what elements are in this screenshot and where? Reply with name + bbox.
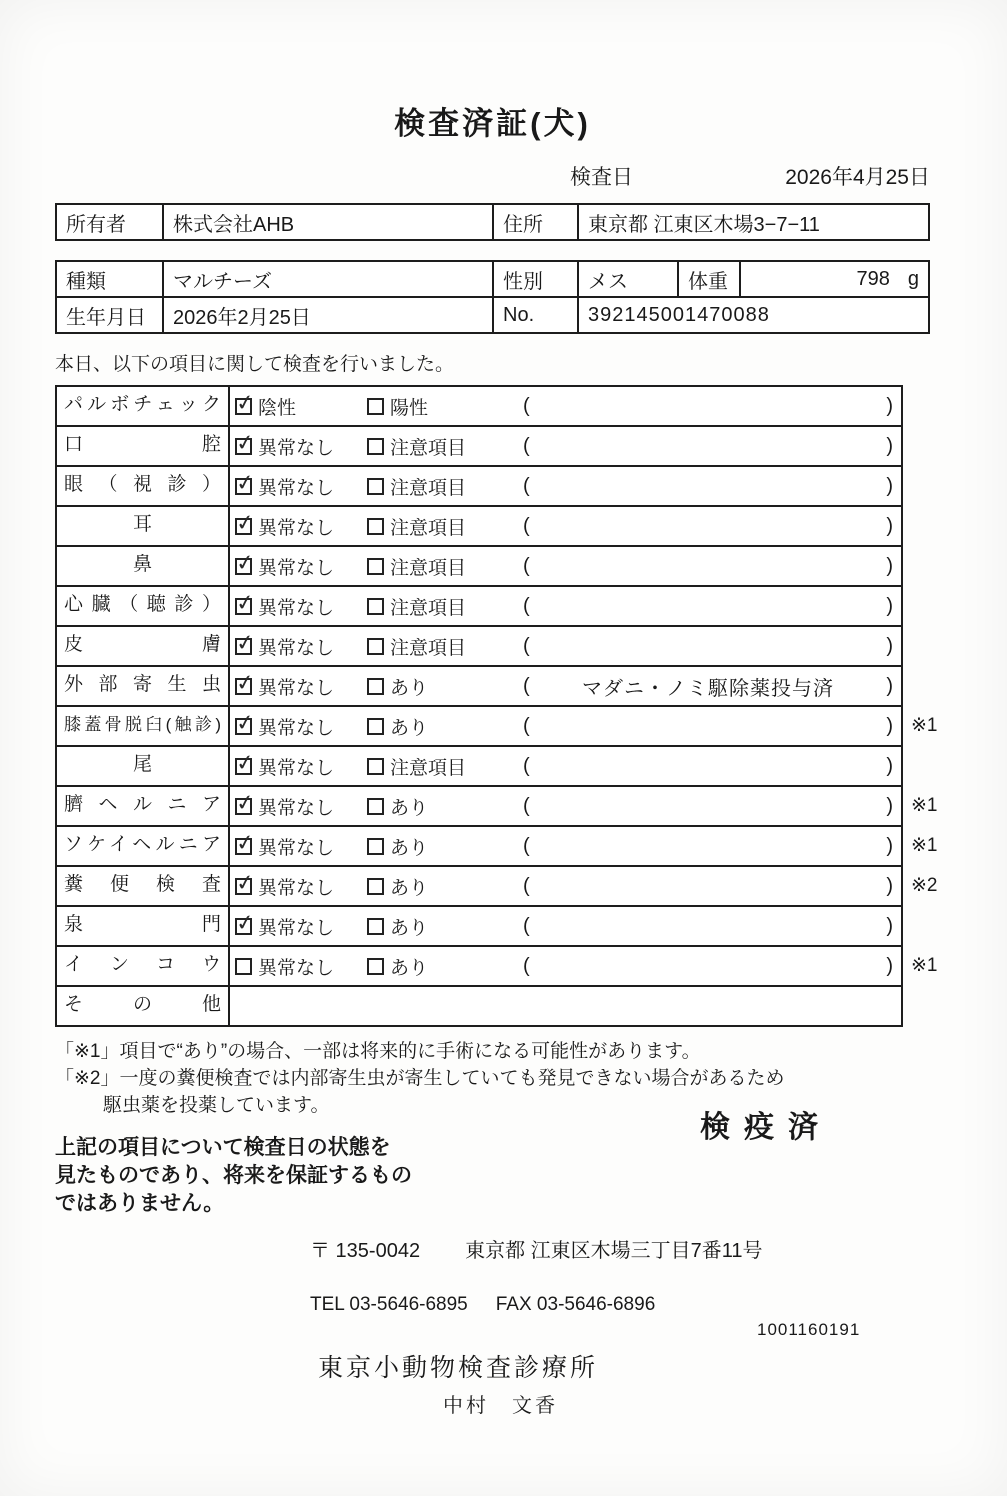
quarantine-stamp: 検疫済 <box>700 1111 832 1144</box>
note-marker: ※1 <box>911 715 938 736</box>
option-present: あり <box>367 713 495 740</box>
check-row-label: 尾 <box>57 747 230 785</box>
checkbox-icon <box>235 558 252 575</box>
clinic-tel-row <box>310 1294 930 1316</box>
address-label: 住所 <box>492 205 577 239</box>
intro-text: 本日、以下の項目に関して検査を行いました。 <box>55 354 455 375</box>
checkbox-icon <box>235 838 252 855</box>
check-row-nose <box>57 545 901 585</box>
checkbox-icon <box>367 718 384 735</box>
sex-label: 性別 <box>492 262 577 296</box>
check-row-label: その他 <box>57 987 230 1025</box>
checkbox-icon <box>367 438 384 455</box>
checkbox-icon <box>235 878 252 895</box>
checkbox-icon <box>367 958 384 975</box>
checkbox-icon <box>235 438 252 455</box>
paren-open: ( <box>523 394 530 417</box>
checkbox-icon <box>235 798 252 815</box>
address-value: 東京都 江東区木場3−7−11 <box>577 205 928 239</box>
paren-close: ) <box>886 394 893 417</box>
option-normal: ✓ 異常なし <box>235 833 367 860</box>
option-normal: ✓ 異常なし <box>235 553 367 580</box>
weight-label: 体重 <box>677 262 739 296</box>
checkbox-icon <box>367 558 384 575</box>
check-row-inkou <box>57 945 938 985</box>
check-row-label: 口腔 <box>57 427 230 465</box>
check-row-label: ソケイヘルニア <box>57 827 230 865</box>
option-normal: ✓ 異常なし <box>235 873 367 900</box>
check-row-label: 泉門 <box>57 907 230 945</box>
option-normal: ✓ 異常なし <box>235 513 367 540</box>
check-row-label: パルボチェック <box>57 387 230 425</box>
inspection-date-row <box>55 161 930 191</box>
check-row-label: 心臓（聴診） <box>57 587 230 625</box>
checkbox-icon <box>235 638 252 655</box>
check-row-tail <box>57 745 901 785</box>
remarks-field: ( ) <box>523 714 893 737</box>
note-marker: ※2 <box>911 875 938 896</box>
owner-table <box>55 203 930 241</box>
disclaimer-line-2: 見たものであり、将来を保証するもの <box>55 1164 412 1187</box>
option-normal: ✓ 異常なし <box>235 673 367 700</box>
check-row-parvo <box>57 387 901 425</box>
option-present: あり <box>367 953 495 980</box>
remarks-field: ( ) <box>523 434 893 457</box>
check-row-ears <box>57 505 901 545</box>
check-row-fecal-exam <box>57 865 938 905</box>
owner-value: 株式会社AHB <box>162 205 492 239</box>
check-row-parasites <box>57 665 901 705</box>
checkbox-icon <box>367 878 384 895</box>
check-row-label: インコウ <box>57 947 230 985</box>
checkbox-icon <box>235 398 252 415</box>
remarks-field: ( ) <box>523 834 893 857</box>
note-marker: ※1 <box>911 955 938 976</box>
checkbox-icon <box>235 718 252 735</box>
option-present: あり <box>367 913 495 940</box>
checkbox-icon <box>367 918 384 935</box>
checkbox-icon <box>235 678 252 695</box>
weight-value: 798 <box>856 267 890 290</box>
remarks-field: ( ) <box>523 474 893 497</box>
option-present: あり <box>367 873 495 900</box>
option-present: あり <box>367 833 495 860</box>
clinic-fax: FAX 03-5646-6896 <box>495 1294 656 1315</box>
check-row-label: 膝蓋骨脱臼(触診) <box>57 707 230 745</box>
footnote-2-continued: 駆虫薬を投薬しています。 <box>103 1095 330 1116</box>
footnote-1: 「※1」項目で“あり”の場合、一部は将来的に手術になる可能性があります。 <box>55 1041 701 1062</box>
disclaimer-line-3: ではありません。 <box>55 1192 225 1215</box>
option-normal: ✓ 異常なし <box>235 433 367 460</box>
remarks-field: ( ) <box>523 514 893 537</box>
weight-unit: g <box>907 267 919 290</box>
checkbox-icon <box>367 678 384 695</box>
inspection-date-value: 2026年4月25日 <box>785 166 930 189</box>
clinic-name: 東京小動物検査診療所 <box>318 1354 599 1382</box>
option-positive: 陽性 <box>367 393 495 420</box>
remarks-field <box>523 395 893 418</box>
remarks-field: ( ) <box>523 634 893 657</box>
check-row-inguinal-hernia <box>57 825 938 865</box>
breed-value: マルチーズ <box>162 262 492 296</box>
check-row-label: 眼（視診） <box>57 467 230 505</box>
option-normal: ✓ 異常なし <box>235 593 367 620</box>
pet-table-row-2 <box>57 296 928 332</box>
checkbox-icon <box>367 798 384 815</box>
option-present: あり <box>367 793 495 820</box>
check-row-mouth <box>57 425 901 465</box>
breed-label: 種類 <box>66 270 106 293</box>
remarks-field: ( ) <box>523 874 893 897</box>
check-row-umbilical-hernia <box>57 785 938 825</box>
check-row-label: 糞便検査 <box>57 867 230 905</box>
remarks-field: ( ) <box>523 554 893 577</box>
weight-value-cell <box>739 262 928 296</box>
checkbox-icon <box>235 758 252 775</box>
note-marker: ※1 <box>911 835 938 856</box>
no-label: No. <box>492 298 577 332</box>
footnote-2: 「※2」一度の糞便検査では内部寄生虫が寄生していても発見できない場合があるため <box>55 1068 785 1089</box>
checkbox-icon <box>367 758 384 775</box>
option-normal: ✓ 異常なし <box>235 913 367 940</box>
checkbox-icon <box>235 918 252 935</box>
checkbox-icon <box>235 958 252 975</box>
certificate-content <box>55 0 938 1418</box>
check-row-label: 耳 <box>57 507 230 545</box>
birth-label: 生年月日 <box>66 306 146 329</box>
clinic-address-row <box>310 1234 930 1263</box>
option-normal: ✓ 異常なし <box>235 633 367 660</box>
option-caution: 注意項目 <box>367 553 495 580</box>
owner-label: 所有者 <box>66 213 126 236</box>
remarks-field: ( ) <box>523 794 893 817</box>
check-row-heart <box>57 585 901 625</box>
sex-value: メス <box>577 262 677 296</box>
serial-number: 1001160191 <box>757 1320 861 1339</box>
disclaimer <box>55 1134 485 1218</box>
check-row-patella <box>57 705 938 745</box>
check-table <box>55 385 938 1027</box>
check-row-label: 鼻 <box>57 547 230 585</box>
postal-code: 〒 135-0042 <box>310 1240 421 1262</box>
check-row-label: 外部寄生虫 <box>57 667 230 705</box>
remarks-field: ( ) <box>523 594 893 617</box>
remarks-field: ( ) <box>523 954 893 977</box>
checkbox-icon <box>235 518 252 535</box>
checkbox-icon <box>235 478 252 495</box>
checkbox-icon <box>367 598 384 615</box>
remarks-field: ( マダニ・ノミ駆除薬投与済 ) <box>523 672 893 701</box>
option-caution: 注意項目 <box>367 473 495 500</box>
option-normal: ✓ 異常なし <box>235 753 367 780</box>
pet-table <box>55 260 930 334</box>
check-row-other <box>57 985 901 1025</box>
document-title: 検査済証(犬) <box>394 106 591 141</box>
check-row-label: 皮膚 <box>57 627 230 665</box>
remarks-field: ( ) <box>523 754 893 777</box>
checkbox-icon <box>367 478 384 495</box>
inspection-date-label: 検査日 <box>570 166 633 189</box>
option-caution: 注意項目 <box>367 753 495 780</box>
option-caution: 注意項目 <box>367 633 495 660</box>
check-row-eyes <box>57 465 901 505</box>
check-row-skin <box>57 625 901 665</box>
birth-value: 2026年2月25日 <box>162 298 492 332</box>
clinic-tel: TEL 03-5646-6895 <box>310 1294 468 1315</box>
option-present: あり <box>367 673 495 700</box>
checkbox-icon <box>235 598 252 615</box>
option-caution: 注意項目 <box>367 593 495 620</box>
option-caution: 注意項目 <box>367 513 495 540</box>
veterinarian-name: 中村 文香 <box>443 1395 558 1417</box>
option-negative: ✓ 陰性 <box>235 393 367 420</box>
remarks-text: マダニ・ノミ駆除薬投与済 <box>582 677 834 700</box>
no-value: 392145001470088 <box>577 298 928 332</box>
option-normal: ✓ 異常なし <box>235 473 367 500</box>
pet-table-row-1 <box>57 262 928 296</box>
option-caution: 注意項目 <box>367 433 495 460</box>
disclaimer-line-1: 上記の項目について検査日の状態を <box>55 1136 391 1159</box>
checkbox-icon <box>367 398 384 415</box>
remarks-field: ( ) <box>523 914 893 937</box>
option-normal: 異常なし <box>235 953 367 980</box>
checkbox-icon <box>367 518 384 535</box>
check-row-fontanelle <box>57 905 901 945</box>
option-normal: ✓ 異常なし <box>235 713 367 740</box>
option-normal: ✓ 異常なし <box>235 793 367 820</box>
check-row-label: 臍ヘルニア <box>57 787 230 825</box>
checkbox-icon <box>367 838 384 855</box>
other-empty-cell <box>230 987 901 1025</box>
clinic-address: 東京都 江東区木場三丁目7番11号 <box>465 1240 763 1262</box>
note-marker: ※1 <box>911 795 938 816</box>
checkbox-icon <box>367 638 384 655</box>
